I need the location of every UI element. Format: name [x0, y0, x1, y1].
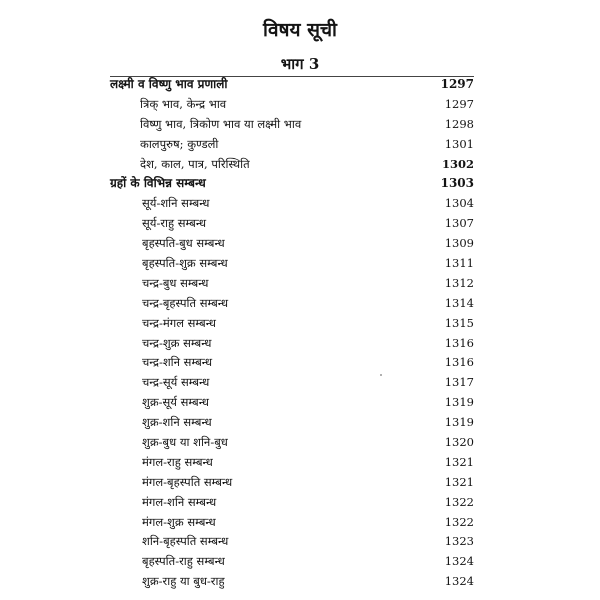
toc-page-number: 1322 [444, 514, 474, 529]
toc-entry-row [110, 115, 474, 135]
paper-speck [380, 374, 382, 376]
toc-entry-row [110, 572, 474, 592]
toc-entry-row [110, 135, 474, 155]
toc-entry-row [110, 373, 474, 393]
toc-entry-row [110, 294, 474, 314]
toc-entry-row [110, 334, 474, 354]
toc-page-number: 1315 [444, 315, 474, 330]
toc-section-row [110, 174, 474, 194]
toc-page-number: 1319 [444, 415, 474, 430]
toc-page-number: 1314 [444, 295, 474, 310]
toc-entry-row [110, 353, 474, 373]
toc-page-number: 1320 [444, 435, 474, 450]
toc-entry-title: मंगल-शुक्र सम्बन्ध [142, 514, 216, 529]
toc-page-number: 1298 [444, 116, 474, 131]
toc-entry-title: शुक्र-बुध या शनि-बुध [142, 435, 228, 450]
toc-entry-title: चन्द्र-शनि सम्बन्ध [142, 355, 213, 370]
toc-page-number: 1297 [440, 77, 474, 91]
toc-entry-title: शनि-बृहस्पति सम्बन्ध [142, 534, 229, 549]
toc-entry-title: चन्द्र-मंगल सम्बन्ध [142, 315, 216, 330]
toc-page-number: 1307 [444, 216, 474, 231]
part-heading: भाग 3 [280, 55, 320, 73]
toc-entry-row [110, 95, 474, 115]
toc-entry-title: सूर्य-शनि सम्बन्ध [142, 196, 210, 211]
toc-entry-row [110, 453, 474, 473]
toc-entry-title: कालपुरुष; कुण्डली [140, 136, 219, 151]
toc-page-number: 1316 [444, 355, 474, 370]
toc-page-number: 1297 [444, 96, 474, 111]
toc-entry-title: विष्णु भाव, त्रिकोण भाव या लक्ष्मी भाव [140, 116, 302, 131]
toc-entry-row [110, 513, 474, 533]
toc-page-number: 1319 [444, 395, 474, 410]
toc-entry-title: चन्द्र-बृहस्पति सम्बन्ध [142, 295, 229, 310]
toc-page-number: 1302 [441, 156, 474, 171]
toc-entry-title: त्रिक् भाव, केन्द्र भाव [140, 96, 227, 111]
toc-entry-row [110, 433, 474, 453]
toc-page-number: 1321 [444, 454, 474, 469]
toc-page-number: 1311 [444, 256, 474, 271]
toc-entry-row [110, 473, 474, 493]
toc-entry-row [110, 254, 474, 274]
toc-page-number: 1303 [440, 176, 474, 191]
toc-entry-row [110, 493, 474, 513]
toc-entry-row [110, 413, 474, 433]
toc-page-number: 1301 [444, 136, 474, 151]
toc-entry-title: चन्द्र-बुध सम्बन्ध [142, 275, 209, 290]
toc-entry-row [110, 214, 474, 234]
toc-entry-title: मंगल-राहु सम्बन्ध [142, 454, 213, 469]
toc-entry-title: सूर्य-राहु सम्बन्ध [142, 216, 207, 231]
toc-page-number: 1323 [444, 534, 474, 549]
toc-entry-row [110, 314, 474, 334]
toc-entry-row [110, 532, 474, 552]
toc-section-row [110, 75, 474, 95]
toc-entry-row [110, 274, 474, 294]
toc-entry-title: देश, काल, पात्र, परिस्थिति [140, 156, 250, 171]
toc-page-number: 1316 [444, 335, 474, 350]
toc-page-number: 1324 [444, 574, 474, 589]
page-title: विषय सूची [263, 19, 337, 41]
toc-page-number: 1309 [444, 236, 474, 251]
toc-page-number: 1324 [444, 554, 474, 569]
toc-entry-title: शुक्र-शनि सम्बन्ध [142, 415, 212, 430]
toc-list [110, 75, 474, 592]
toc-entry-title: मंगल-बृहस्पति सम्बन्ध [142, 474, 233, 489]
toc-entry-row [110, 393, 474, 413]
toc-page-number: 1304 [444, 196, 474, 211]
toc-entry-title: लक्ष्मी व विष्णु भाव प्रणाली [110, 77, 228, 91]
toc-entry-title: मंगल-शनि सम्बन्ध [142, 494, 217, 509]
toc-entry-title: शुक्र-सूर्य सम्बन्ध [142, 395, 209, 410]
toc-entry-row [110, 194, 474, 214]
toc-entry-row [110, 234, 474, 254]
toc-page-number: 1322 [444, 494, 474, 509]
toc-entry-title: चन्द्र-शुक्र सम्बन्ध [142, 335, 212, 350]
toc-entry-row [110, 155, 474, 175]
toc-entry-title: बृहस्पति-बुध सम्बन्ध [142, 236, 225, 251]
toc-entry-title: ग्रहों के विभिन्न सम्बन्ध [110, 176, 206, 191]
toc-page-number: 1312 [444, 275, 474, 290]
toc-entry-title: शुक्र-राहु या बुध-राहु [142, 574, 225, 589]
toc-page-number: 1321 [444, 474, 474, 489]
toc-entry-title: चन्द्र-सूर्य सम्बन्ध [142, 375, 210, 390]
toc-page-number: 1317 [444, 375, 474, 390]
toc-entry-title: बृहस्पति-राहु सम्बन्ध [142, 554, 225, 569]
toc-entry-row [110, 552, 474, 572]
toc-entry-title: बृहस्पति-शुक्र सम्बन्ध [142, 256, 228, 271]
